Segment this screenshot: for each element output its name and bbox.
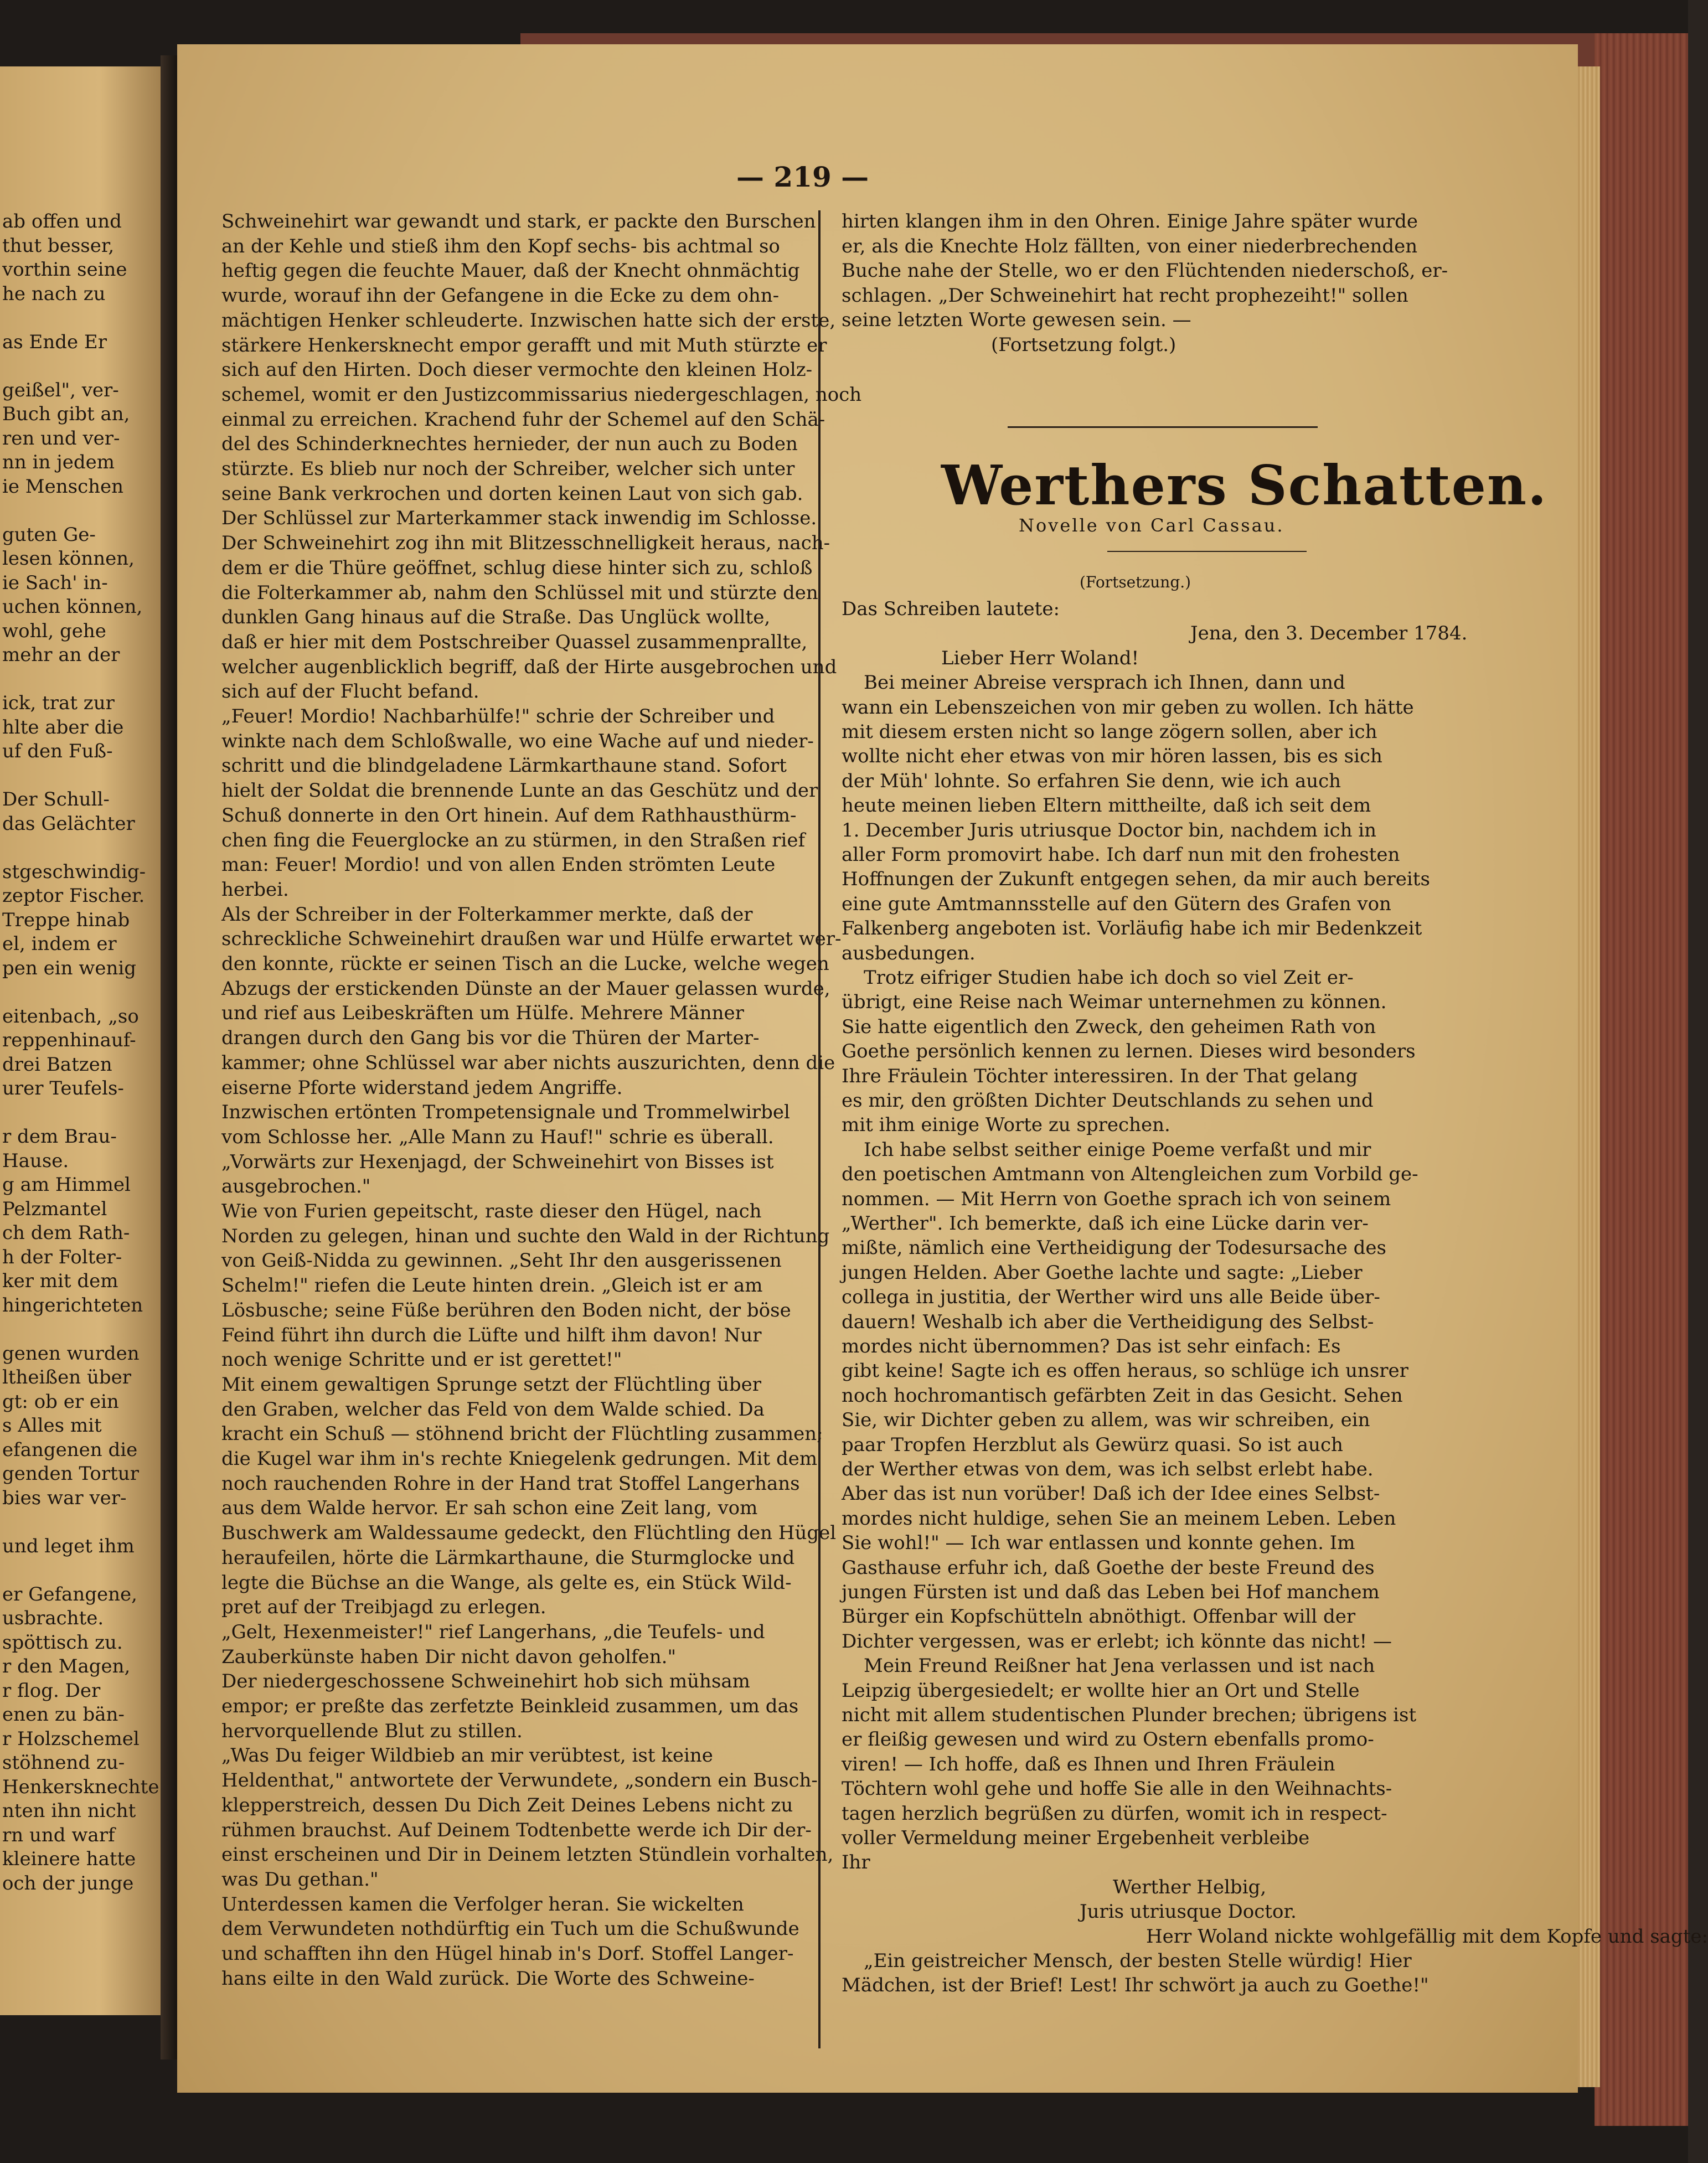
column-left-line: Mit einem gewaltigen Sprunge setzt der Flüchtling über: [221, 1373, 762, 1396]
column-divider: [818, 210, 821, 2048]
column-left-line: und schafften ihn den Hügel hinab in's Dorf. Stoffel Langer-: [221, 1943, 794, 1965]
column-left-line: heraufeilen, hörte die Lärmkarthaune, die Sturmglocke und: [221, 1546, 795, 1569]
column-right-body-line: „Werther". Ich bemerkte, daß ich eine Lücke darin ver-: [842, 1212, 1369, 1235]
column-left-line: aus dem Walde hervor. Er sah schon eine Zeit lang, vom: [221, 1497, 758, 1520]
left-page-line: stgeschwindig-: [2, 860, 146, 883]
column-right-body-line: Bei meiner Abreise versprach ich Ihnen, dann und: [864, 672, 1345, 694]
column-left-line: Unterdessen kamen die Verfolger heran. Sie wickelten: [221, 1893, 744, 1916]
column-right-body-line: Jena, den 3. December 1784.: [1190, 622, 1468, 645]
column-left-line: Als der Schreiber in der Folterkammer merkte, daß der: [221, 903, 753, 926]
column-left-line: Abzugs der erstickenden Dünste an der Mauer gelassen wurde,: [221, 977, 830, 1000]
left-page-line: r dem Brau-: [2, 1126, 117, 1148]
column-left-line: von Geiß-Nidda zu gewinnen. „Seht Ihr den ausgerissenen: [221, 1250, 782, 1272]
column-right-body-line: heute meinen lieben Eltern mittheilte, daß ich seit dem: [842, 794, 1371, 817]
left-page-line: guten Ge-: [2, 523, 96, 546]
left-page-line: hingerichteten: [2, 1294, 143, 1317]
column-left-line: Der niedergeschossene Schweinehirt hob sich mühsam: [221, 1670, 750, 1693]
left-page-line: bies war ver-: [2, 1486, 127, 1509]
column-right-body-line: Töchtern wohl gehe und hoffe Sie alle in den Weihnachts-: [842, 1778, 1392, 1800]
article-subtitle: Novelle von Carl Cassau.: [1019, 515, 1284, 536]
column-right-body-line: übrigt, eine Reise nach Weimar unternehmen zu können.: [842, 991, 1387, 1014]
column-left-line: pret auf der Treibjagd zu erlegen.: [221, 1596, 546, 1619]
column-left-line: Schelm!" riefen die Leute hinten drein. „Gleich ist er am: [221, 1274, 763, 1297]
left-page-line: lesen können,: [2, 548, 135, 570]
column-right-body-line: noch hochromantisch gefärbten Zeit in das Gesicht. Sehen: [842, 1384, 1403, 1407]
column-right-body-line: Ihre Fräulein Töchter interessiren. In der That gelang: [842, 1065, 1358, 1087]
column-left-line: Schuß donnerte in den Ort hinein. Auf dem Rathhausthürm-: [221, 804, 797, 827]
column-left-line: „Feuer! Mordio! Nachbarhülfe!" schrie der Schreiber und: [221, 705, 775, 727]
column-left-line: klepperstreich, dessen Du Dich Zeit Deines Lebens nicht zu: [221, 1794, 793, 1816]
column-left-line: hans eilte in den Wald zurück. Die Worte des Schweine-: [221, 1967, 755, 1990]
page-number: — 219 —: [736, 161, 869, 193]
column-right-top-line: Buche nahe der Stelle, wo er den Flüchtenden niederschoß, er-: [842, 260, 1448, 282]
column-right-body-line: Falkenberg angeboten ist. Vorläufig habe ich mir Bedenkzeit: [842, 917, 1422, 940]
column-right-body-line: er fleißig gewesen und wird zu Ostern ebenfalls promo-: [842, 1728, 1374, 1751]
left-page-line: ch dem Rath-: [2, 1222, 130, 1244]
continuation-note: (Fortsetzung.): [1080, 573, 1191, 591]
left-page-line: urer Teufels-: [2, 1077, 124, 1099]
left-page-line: enen zu bän-: [2, 1703, 125, 1726]
column-left-line: kammer; ohne Schlüssel war aber nichts auszurichten, denn die: [221, 1051, 835, 1074]
left-page-line: nten ihn nicht: [2, 1800, 136, 1822]
column-right-body-line: gibt keine! Sagte ich es offen heraus, so schlüge ich unsrer: [842, 1360, 1408, 1382]
column-right-top-line: er, als die Knechte Holz fällten, von einer niederbrechenden: [842, 235, 1418, 257]
left-page-line: zeptor Fischer.: [2, 885, 145, 907]
column-left-line: hielt der Soldat die brennende Lunte an das Geschütz und der: [221, 779, 818, 802]
column-right-body-line: mit ihm einige Worte zu sprechen.: [842, 1114, 1170, 1137]
left-page: [0, 66, 166, 2015]
column-right-body-line: Mein Freund Reißner hat Jena verlassen und ist nach: [864, 1655, 1375, 1677]
column-right-body-line: Goethe persönlich kennen zu lernen. Dieses wird besonders: [842, 1040, 1416, 1063]
column-right-body-line: Sie, wir Dichter geben zu allem, was wir schreiben, ein: [842, 1409, 1370, 1432]
column-left-line: eiserne Pforte widerstand jedem Angriffe.: [221, 1076, 623, 1099]
left-page-line: h der Folter-: [2, 1246, 122, 1268]
column-left-line: Der Schlüssel zur Marterkammer stack inwendig im Schlosse.: [221, 507, 817, 530]
column-right-body-line: mit diesem ersten nicht so lange zögern sollen, aber ich: [842, 721, 1377, 743]
column-right-body-line: Werther Helbig,: [1113, 1876, 1267, 1898]
column-left-line: kracht ein Schuß — stöhnend bricht der Flüchtling zusammen;: [221, 1423, 823, 1446]
column-right-body-line: Gasthause erfuhr ich, daß Goethe der beste Freund des: [842, 1556, 1375, 1579]
column-left-line: sich auf den Hirten. Doch dieser vermochte den kleinen Holz-: [221, 359, 813, 381]
left-page-line: wohl, gehe: [2, 620, 106, 642]
left-page-line: ltheißen über: [2, 1366, 132, 1388]
column-left-line: „Vorwärts zur Hexenjagd, der Schweinehirt von Bisses ist: [221, 1150, 774, 1173]
left-page-line: r den Magen,: [2, 1655, 131, 1677]
column-right-body-line: Aber das ist nun vorüber! Daß ich der Idee eines Selbst-: [842, 1483, 1380, 1505]
column-right-body-line: Sie hatte eigentlich den Zweck, den geheimen Rath von: [842, 1015, 1376, 1038]
column-left-line: einmal zu erreichen. Krachend fuhr der Schemel auf den Schä-: [221, 408, 825, 431]
column-left-line: Zauberkünste haben Dir nicht davon geholfen.": [221, 1645, 677, 1668]
column-left-line: Heldenthat," antwortete der Verwundete, „sondern ein Busch-: [221, 1769, 818, 1792]
column-right-body-line: Bürger ein Kopfschütteln abnöthigt. Offenbar will der: [842, 1606, 1356, 1628]
left-page-line: geißel", ver-: [2, 379, 119, 401]
column-right-body-line: der Werther etwas von dem, was ich selbst erlebt habe.: [842, 1458, 1374, 1480]
left-page-line: ab offen und: [2, 210, 122, 233]
column-left-line: vom Schlosse her. „Alle Mann zu Hauf!" schrie es überall.: [221, 1126, 774, 1148]
column-right-body-line: Ich habe selbst seither einige Poeme verfaßt und mir: [864, 1138, 1371, 1161]
left-page-line: er Gefangene,: [2, 1583, 137, 1606]
column-left-line: man: Feuer! Mordio! und von allen Enden strömten Leute: [221, 854, 776, 876]
column-right-body-line: nicht mit allem studentischen Plunder brechen; übrigens ist: [842, 1704, 1417, 1726]
column-right-body-line: wollte nicht eher etwas von mir hören lassen, bis es sich: [842, 745, 1382, 768]
left-page-line: he nach zu: [2, 282, 106, 305]
left-page-line: genen wurden: [2, 1342, 140, 1365]
left-page-line: el, indem er: [2, 933, 117, 955]
column-left-line: heftig gegen die feuchte Mauer, daß der Knecht ohnmächtig: [221, 260, 800, 282]
article-title: Werthers Schatten.: [941, 454, 1548, 518]
left-page-line: reppenhinauf-: [2, 1029, 136, 1051]
column-right-body-line: der Müh' lohnte. So erfahren Sie denn, wie ich auch: [842, 770, 1341, 792]
left-page-line: as Ende Er: [2, 331, 107, 353]
left-page-line: eitenbach, „so: [2, 1005, 139, 1028]
left-page-line: vorthin seine: [2, 259, 127, 281]
column-right-body-line: dauern! Weshalb ich aber die Vertheidigung des Selbst-: [842, 1310, 1374, 1333]
column-left-line: empor; er preßte das zerfetzte Beinkleid zusammen, um das: [221, 1695, 799, 1717]
column-left-line: dem Verwundeten nothdürftig ein Tuch um die Schußwunde: [221, 1918, 799, 1940]
left-page-line: ick, trat zur: [2, 692, 115, 714]
column-right-body-line: Sie wohl!" — Ich war entlassen und konnte gehen. Im: [842, 1532, 1355, 1555]
column-right-top-line: seine letzten Worte gewesen sein. —: [842, 309, 1191, 331]
column-left-line: hervorquellende Blut zu stillen.: [221, 1720, 523, 1742]
column-left-line: drangen durch den Gang bis vor die Thüren der Marter-: [221, 1027, 760, 1050]
book-cover-edge: [1595, 33, 1688, 2126]
column-right-body-line: wann ein Lebenszeichen von mir geben zu wollen. Ich hätte: [842, 696, 1414, 719]
column-left-line: wurde, worauf ihn der Gefangene in die Ecke zu dem ohn-: [221, 285, 780, 307]
column-right-body-line: mordes nicht übernommen? Das ist sehr einfach: Es: [842, 1335, 1341, 1357]
column-right-body-line: Dichter vergessen, was er erlebt; ich könnte das nicht! —: [842, 1630, 1392, 1653]
column-left-line: daß er hier mit dem Postschreiber Quassel zusammenprallte,: [221, 631, 808, 653]
title-rule: [1107, 551, 1307, 552]
left-page-line: gt: ob er ein: [2, 1390, 119, 1413]
column-right-body-line: Trotz eifriger Studien habe ich doch so viel Zeit er-: [864, 967, 1354, 989]
column-right-body-line: aller Form promovirt habe. Ich darf nun mit den frohesten: [842, 844, 1400, 866]
left-page-line: r flog. Der: [2, 1679, 101, 1702]
column-left-line: und rief aus Leibeskräften um Hülfe. Mehrere Männer: [221, 1002, 744, 1025]
column-right-top-line: hirten klangen ihm in den Ohren. Einige Jahre später wurde: [842, 210, 1418, 233]
left-page-line: ker mit dem: [2, 1270, 118, 1292]
column-right-body-line: mißte, nämlich eine Vertheidigung der Todesursache des: [842, 1237, 1386, 1259]
column-left-line: rühmen brauchst. Auf Deinem Todtenbette werde ich Dir der-: [221, 1819, 812, 1841]
column-right-body-line: eine gute Amtmannsstelle auf den Gütern des Grafen von: [842, 892, 1391, 915]
column-right-top-line: (Fortsetzung folgt.): [991, 333, 1176, 356]
column-left-line: del des Schinderknechtes hernieder, der nun auch zu Boden: [221, 433, 798, 456]
left-page-line: mehr an der: [2, 644, 120, 666]
column-right-body-line: „Ein geistreicher Mensch, der besten Stelle würdig! Hier: [864, 1950, 1412, 1972]
column-left-line: Buschwerk am Waldessaume gedeckt, den Flüchtling den Hügel: [221, 1522, 837, 1545]
left-page-line: hlte aber die: [2, 716, 124, 739]
left-page-line: thut besser,: [2, 234, 115, 257]
column-right-body-line: 1. December Juris utriusque Doctor bin, nachdem ich in: [842, 819, 1377, 842]
column-left-line: noch rauchenden Rohre in der Hand trat Stoffel Langerhans: [221, 1472, 800, 1495]
column-left-line: dem er die Thüre geöffnet, schlug diese hinter sich zu, schloß: [221, 556, 813, 579]
column-left-line: ausgebrochen.": [221, 1175, 371, 1198]
column-right-body-line: Lieber Herr Woland!: [941, 647, 1139, 669]
column-left-line: an der Kehle und stieß ihm den Kopf sechs- bis achtmal so: [221, 235, 780, 257]
column-right-body-line: nommen. — Mit Herrn von Goethe sprach ich von seinem: [842, 1188, 1391, 1210]
column-left-line: Lösbusche; seine Füße berühren den Boden nicht, der böse: [221, 1299, 791, 1321]
column-left-line: schemel, womit er den Justizcommissarius niedergeschlagen, noch: [221, 383, 862, 406]
column-right-body-line: Leipzig übergesiedelt; er wollte hier an Ort und Stelle: [842, 1679, 1360, 1702]
left-page-line: Hause.: [2, 1149, 69, 1172]
left-page-line: r Holzschemel: [2, 1727, 140, 1750]
story-end-rule: [1008, 426, 1318, 428]
column-right-body-line: es mir, den größten Dichter Deutschlands zu sehen und: [842, 1090, 1374, 1112]
column-left-line: die Folterkammer ab, nahm den Schlüssel mit und stürzte den: [221, 581, 818, 604]
column-left-line: „Was Du feiger Wildbieb an mir verübtest, ist keine: [221, 1744, 713, 1767]
column-right-body-line: Ihr: [842, 1851, 870, 1874]
left-page-line: kleinere hatte: [2, 1848, 136, 1870]
column-right-body-line: ausbedungen.: [842, 942, 976, 964]
column-left-line: den Graben, welcher das Feld von dem Walde schied. Da: [221, 1398, 765, 1421]
column-right-body-line: collega in justitia, der Werther wird uns alle Beide über-: [842, 1286, 1380, 1309]
column-right-body-line: jungen Fürsten ist und daß das Leben bei Hof manchem: [842, 1581, 1380, 1603]
column-right-body-line: Das Schreiben lautete:: [842, 598, 1060, 620]
column-right-top-line: schlagen. „Der Schweinehirt hat recht prophezeiht!" sollen: [842, 284, 1408, 307]
left-page-line: ren und ver-: [2, 427, 120, 450]
column-left-line: schritt und die blindgeladene Lärmkarthaune stand. Sofort: [221, 755, 787, 777]
left-page-line: ie Menschen: [2, 475, 124, 498]
left-page-line: s Alles mit: [2, 1415, 102, 1437]
column-right-body-line: tagen herzlich begrüßen zu dürfen, womit ich in respect-: [842, 1802, 1387, 1825]
column-left-line: chen fing die Feuerglocke an zu stürmen, in den Straßen rief: [221, 829, 806, 851]
column-left-line: winkte nach dem Schloßwalle, wo eine Wache auf und nieder-: [221, 730, 814, 752]
column-left-line: herbei.: [221, 878, 289, 901]
left-page-line: uchen können,: [2, 596, 143, 618]
left-page-line: rn und warf: [2, 1824, 115, 1846]
column-right-body-line: Mädchen, ist der Brief! Lest! Ihr schwört ja auch zu Goethe!": [842, 1974, 1429, 1997]
left-page-line: ie Sach' in-: [2, 571, 108, 594]
left-page-line: uf den Fuß-: [2, 740, 113, 762]
column-right-body-line: den poetischen Amtmann von Altengleichen zum Vorbild ge-: [842, 1163, 1418, 1186]
column-left-line: legte die Büchse an die Wange, als gelte es, ein Stück Wild-: [221, 1571, 792, 1594]
left-page-line: Buch gibt an,: [2, 403, 130, 425]
left-page-line: Treppe hinab: [2, 908, 130, 931]
left-page-line: spöttisch zu.: [2, 1631, 123, 1654]
column-right-body-line: viren! — Ich hoffe, daß es Ihnen und Ihren Fräulein: [842, 1753, 1335, 1775]
column-right-body-line: paar Tropfen Herzblut als Gewürz quasi. So ist auch: [842, 1433, 1343, 1456]
left-page-line: pen ein wenig: [2, 957, 137, 979]
column-left-line: seine Bank verkrochen und dorten keinen Laut von sich gab.: [221, 482, 803, 505]
column-right-body-line: Herr Woland nickte wohlgefällig mit dem Kopfe und sagte:: [1146, 1925, 1708, 1948]
column-right-body-line: Hoffnungen der Zukunft entgegen sehen, da mir auch bereits: [842, 868, 1430, 891]
column-left-line: einst erscheinen und Dir in Deinem letzten Stündlein vorhalten,: [221, 1844, 834, 1866]
left-page-line: och der junge: [2, 1872, 134, 1894]
column-right-body-line: Juris utriusque Doctor.: [1080, 1901, 1297, 1923]
left-page-line: nn in jedem: [2, 451, 115, 473]
left-page-line: stöhnend zu-: [2, 1752, 125, 1774]
left-page-line: das Gelächter: [2, 812, 135, 835]
left-page-line: usbrachte.: [2, 1607, 104, 1629]
column-left-line: mächtigen Henker schleuderte. Inzwischen hatte sich der erste,: [221, 309, 836, 332]
column-left-line: Norden zu gelegen, hinan und suchte den Wald in der Richtung: [221, 1225, 830, 1247]
column-left-line: schreckliche Schweinehirt draußen war und Hülfe erwartet wer-: [221, 928, 842, 951]
column-left-line: Der Schweinehirt zog ihn mit Blitzesschnelligkeit heraus, nach-: [221, 532, 830, 555]
column-left-line: den konnte, rückte er seinen Tisch an die Lucke, welche wegen: [221, 953, 829, 975]
left-page-line: drei Batzen: [2, 1053, 112, 1076]
column-right-body-line: voller Vermeldung meiner Ergebenheit verbleibe: [842, 1827, 1310, 1849]
column-left-line: Inzwischen ertönten Trompetensignale und Trommelwirbel: [221, 1101, 790, 1124]
left-page-line: Pelzmantel: [2, 1197, 107, 1220]
column-left-line: die Kugel war ihm in's rechte Kniegelenk gedrungen. Mit dem: [221, 1448, 818, 1470]
column-left-line: „Gelt, Hexenmeister!" rief Langerhans, „die Teufels- und: [221, 1620, 765, 1643]
column-left-line: Feind führt ihn durch die Lüfte und hilft ihm davon! Nur: [221, 1324, 762, 1346]
column-left-line: Wie von Furien gepeitscht, raste dieser den Hügel, nach: [221, 1200, 762, 1222]
column-left-line: dunklen Gang hinaus auf die Straße. Das Unglück wollte,: [221, 606, 771, 629]
left-page-line: Der Schull-: [2, 788, 110, 811]
column-left-line: noch wenige Schritte und er ist gerettet!": [221, 1349, 622, 1371]
right-page: [177, 44, 1708, 2093]
column-right-body-line: jungen Helden. Aber Goethe lachte und sagte: „Lieber: [842, 1261, 1363, 1284]
left-page-line: genden Tortur: [2, 1463, 139, 1485]
left-page-line: und leget ihm: [2, 1535, 135, 1557]
left-page-line: g am Himmel: [2, 1174, 131, 1196]
column-left-line: stärkere Henkersknecht empor gerafft und mit Muth stürzte er: [221, 334, 827, 357]
column-left-line: welcher augenblicklich begriff, daß der Hirte ausgebrochen und: [221, 655, 837, 678]
left-page-line: Henkersknechte: [2, 1775, 159, 1798]
left-page-line: efangenen die: [2, 1438, 138, 1461]
column-left-line: Schweinehirt war gewandt und stark, er packte den Burschen: [221, 210, 816, 233]
column-left-line: sich auf der Flucht befand.: [221, 680, 479, 703]
column-left-line: was Du gethan.": [221, 1868, 379, 1891]
column-left-line: stürzte. Es blieb nur noch der Schreiber, welcher sich unter: [221, 458, 795, 480]
column-right-body-line: mordes nicht huldige, sehen Sie an meinem Leben. Leben: [842, 1507, 1396, 1530]
